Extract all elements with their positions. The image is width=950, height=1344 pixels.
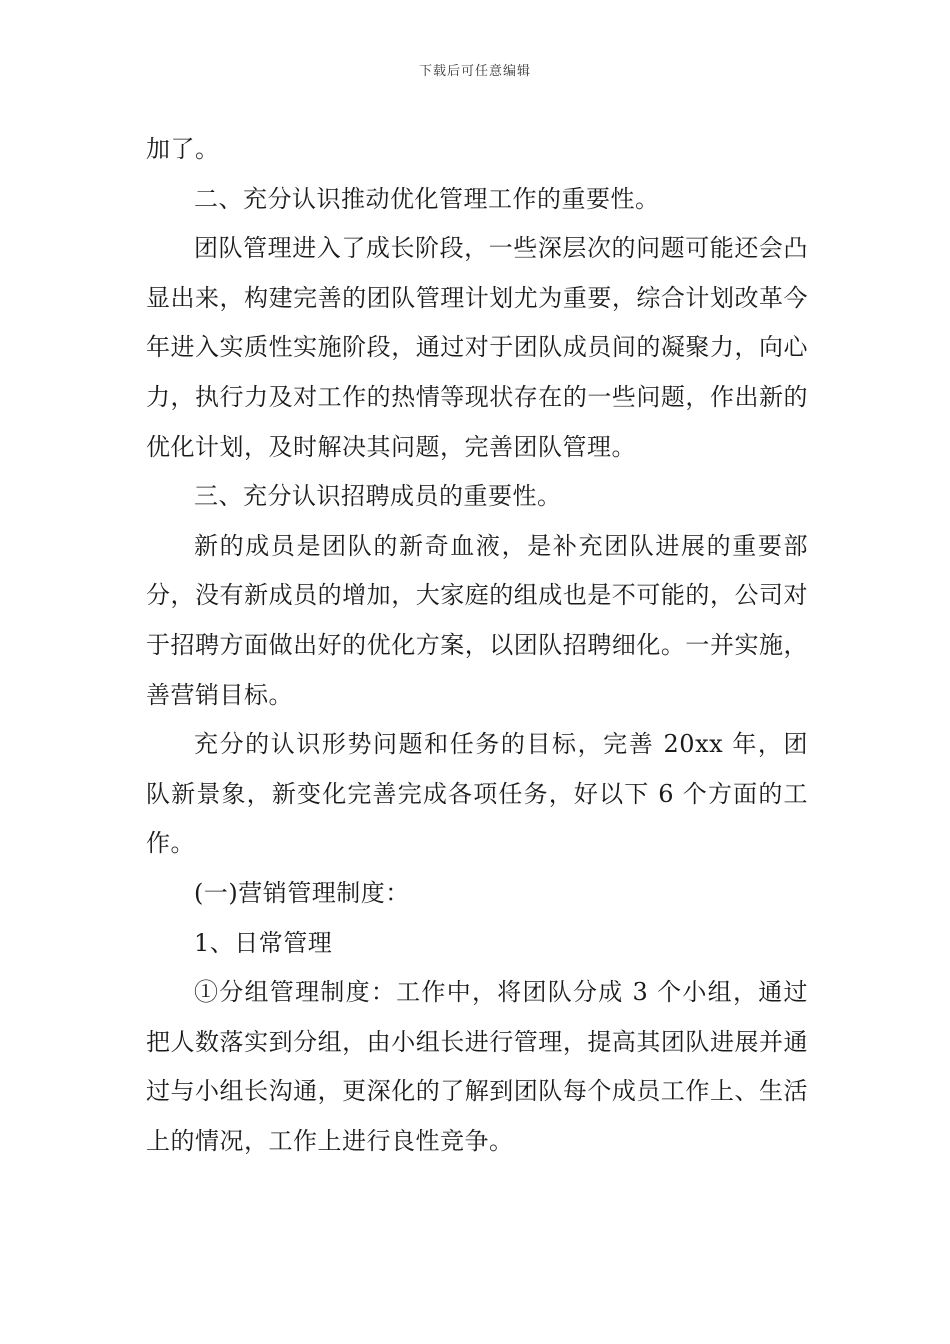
paragraph-1: 加了。 [146,135,220,163]
paragraph-5: 新的成员是团队的新奇血液，是补充团队进展的重要部分，没有新成员的增加，大家庭的组成也是不可能的，公司对于招聘方面做出好的优化方案，以团队招聘细化。一并实施，善营销目标。 [146,531,808,709]
paragraph-3: 团队管理进入了成长阶段，一些深层次的问题可能还会凸显出来，构建完善的团队管理计划尤为重要，综合计划改革今年进入实质性实施阶段，通过对于团队成员间的凝聚力，向心力，执行力及对工作的热情等现状存在的一些问题，作出新的优化计划，及时解决其问题，完善团队管理。 [146,234,808,461]
paragraph-2: 二、充分认识推动优化管理工作的重要性。 [194,184,660,213]
paragraph-6: 充分的认识形势问题和任务的目标，完善 20xx 年，团队新景象，新变化完善完成各项任务，好以下 6 个方面的工作。 [146,730,808,858]
paragraph-7: (一)营销管理制度： [194,878,410,907]
paragraph-9: ①分组管理制度：工作中，将团队分成 3 个小组，通过把人数落实到分组，由小组长进行管理，提高其团队进展并通过与小组长沟通，更深化的了解到团队每个成员工作上、生活上的情况，工作上进行良性竞争。 [146,978,808,1155]
page-header: 下载后可任意编辑 [418,64,531,79]
paragraph-8: 1、日常管理 [194,928,333,957]
paragraph-4: 三、充分认识招聘成员的重要性。 [194,482,562,511]
document-body [146,125,808,1166]
